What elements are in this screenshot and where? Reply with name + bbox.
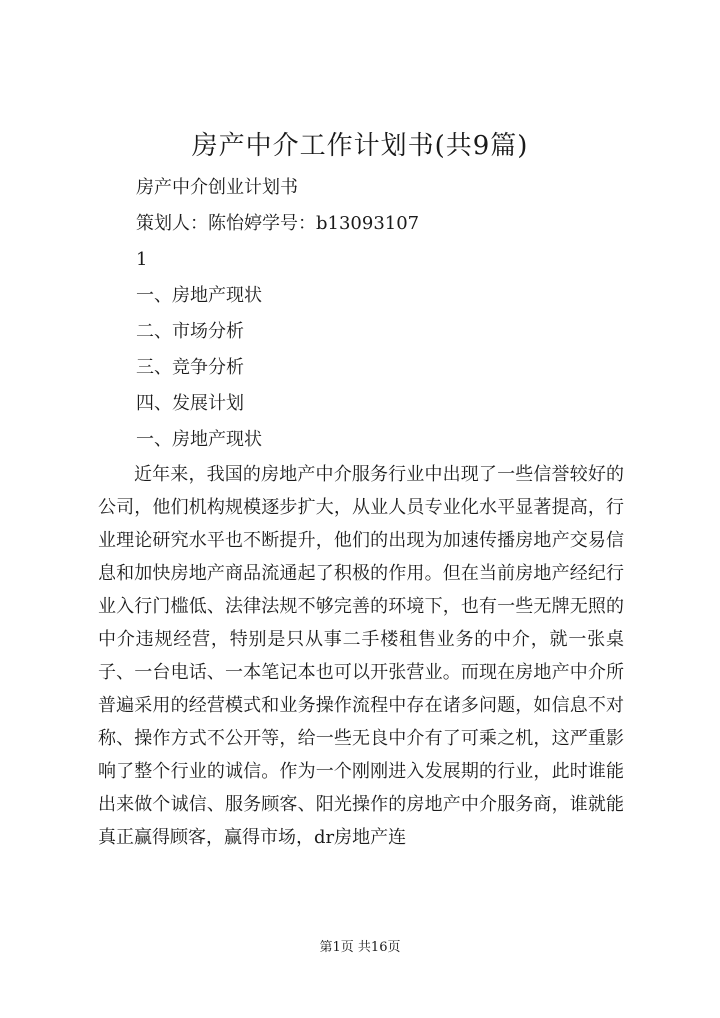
- toc-item-4: 四、发展计划: [136, 393, 244, 414]
- toc-item-2: 二、市场分析: [136, 321, 244, 342]
- page-footer: 第1页 共16页: [319, 940, 401, 955]
- section-heading: 一、房地产现状: [136, 429, 262, 450]
- document-title: 房产中介工作计划书(共9篇): [191, 131, 529, 161]
- number-line: 1: [136, 249, 148, 270]
- toc-item-1: 一、房地产现状: [136, 285, 262, 306]
- toc-item-3: 三、竞争分析: [136, 357, 244, 378]
- body-paragraph: 近年来，我国的房地产中介服务行业中出现了一些信誉较好的公司，他们机构规模逐步扩大，从业人员专业化水平显著提高，行业理论研究水平也不断提升，他们的出现为加速传播房地产交易信息和加快房地产商品流通起了积极的作用。但在当前房地产经纪行业入行门槛低、法律法规不够完善的环境下，也有一些无牌无照的中介违规经营，特别是只从事二手楼租售业务的中介，就一张桌子、一台电话、一本笔记本也可以开张营业。而现在房地产中介所普遍采用的经营模式和业务操作流程中存在诸多问题，如信息不对称、操作方式不公开等，给一些无良中介有了可乘之机，这严重影响了整个行业的诚信。作为一个刚刚进入发展期的行业，此时谁能出来做个诚信、服务顾客、阳光操作的房地产中介服务商，谁就能真正赢得顾客，赢得市场，dr房地产连: [98, 464, 624, 848]
- planner-line: 策划人：陈怡婷学号：b13093107: [136, 213, 420, 234]
- document-subtitle: 房产中介创业计划书: [136, 177, 298, 198]
